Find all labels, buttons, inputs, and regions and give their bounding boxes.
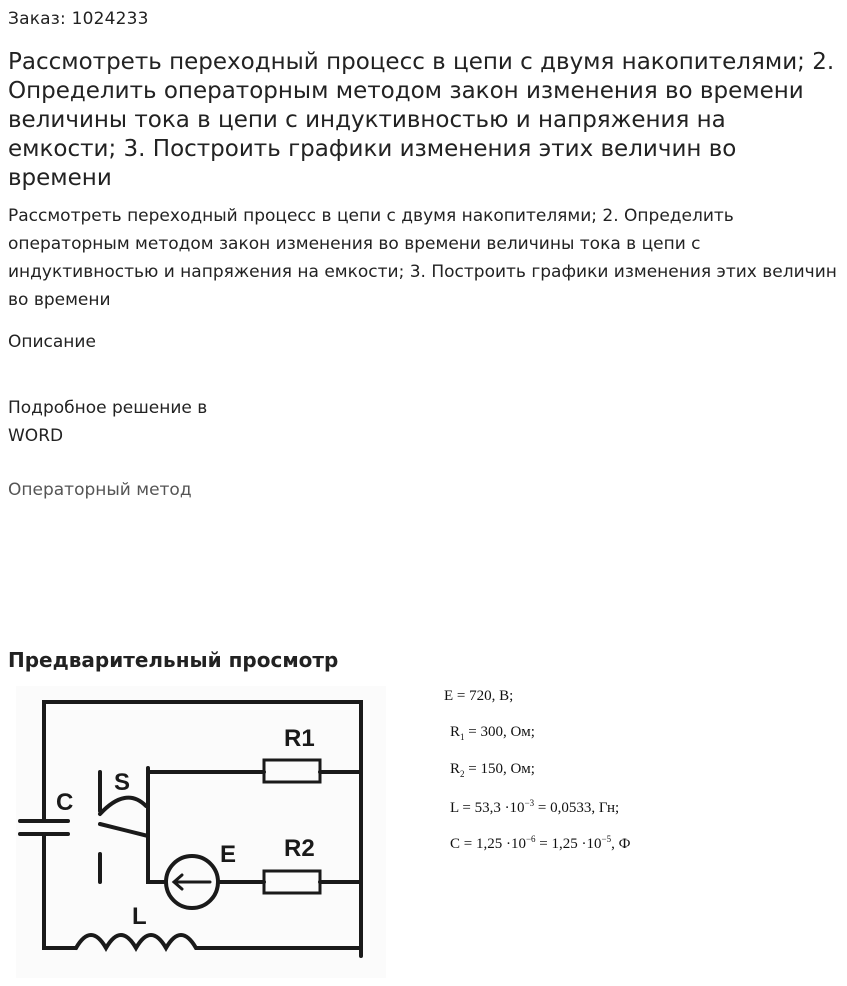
param-r1-value: = 300, Ом; — [464, 724, 535, 740]
param-r1-symbol: R — [450, 724, 461, 740]
param-e-text: E = 720, В; — [444, 688, 514, 704]
preview-heading: Предварительный просмотр — [8, 648, 339, 672]
param-r1 — [450, 724, 535, 742]
solution-format-line-1: Подробное решение в — [8, 398, 208, 418]
description-label: Описание — [8, 332, 96, 352]
param-c-mid: = 1,25 ·10 — [535, 836, 602, 852]
inductor-l — [76, 935, 361, 948]
label-c: C — [56, 789, 74, 816]
param-r2-value: = 150, Ом; — [464, 761, 535, 777]
param-e — [444, 688, 513, 705]
param-c-value: , Ф — [611, 836, 631, 852]
resistor-r1 — [264, 760, 320, 782]
param-r2 — [450, 761, 535, 779]
param-r2-sub: 2 — [460, 769, 465, 779]
source-arrow — [174, 875, 210, 889]
page-title: Рассмотреть переходный процесс в цепи с двумя накопителями; 2. Определить операторным методом закон изменения во времени величины тока в цепи с индуктивностью и напряжения на емкости; 3. Построить графики изменения этих величин во времени — [8, 49, 835, 191]
label-r2: R2 — [284, 835, 315, 862]
method-label: Операторный метод — [8, 480, 192, 500]
wire-inner-left — [148, 768, 166, 882]
circuit-diagram-svg — [16, 686, 386, 978]
label-l: L — [132, 903, 147, 930]
task-description: Рассмотреть переходный процесс в цепи с двумя накопителями; 2. Определить операторным методом закон изменения во времени величины тока в цепи с индуктивностью и напряжения на емкости; 3. Построить графики изменения этих величин во времени — [8, 206, 837, 310]
param-r2-symbol: R — [450, 761, 461, 777]
param-c — [450, 834, 630, 853]
label-s: S — [114, 769, 131, 796]
resistor-r2 — [264, 871, 320, 893]
param-l — [450, 798, 619, 817]
switch-blade — [100, 798, 146, 814]
solution-format — [8, 394, 248, 450]
label-e: E — [220, 841, 237, 868]
solution-format-line-2: WORD — [8, 426, 64, 446]
param-c-exp2: −5 — [601, 834, 612, 844]
switch-blade-2 — [100, 824, 148, 836]
param-c-exp: −6 — [525, 834, 536, 844]
param-l-exp: −3 — [524, 798, 535, 808]
label-r1: R1 — [284, 725, 315, 752]
circuit-diagram — [16, 686, 386, 978]
wire-capacitor-bottom — [44, 834, 76, 948]
param-r1-sub: 1 — [460, 732, 465, 742]
param-l-text: L = 53,3 ·10 — [450, 800, 525, 816]
order-number: Заказ: 1024233 — [8, 9, 149, 29]
param-l-value: = 0,0533, Гн; — [534, 800, 620, 816]
param-c-text: C = 1,25 ·10 — [450, 836, 526, 852]
